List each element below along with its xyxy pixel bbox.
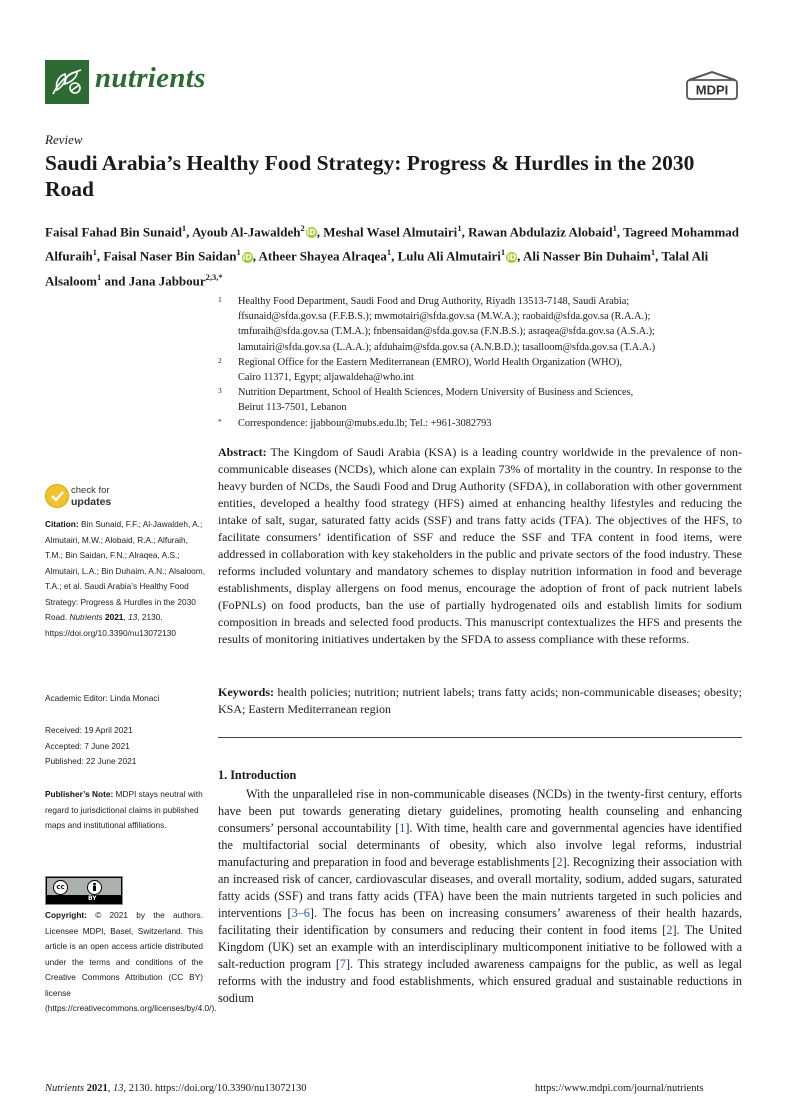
footer-doi[interactable]: , 2130. https://doi.org/10.3390/nu13072130: [123, 1083, 307, 1094]
orcid-icon[interactable]: iD: [306, 228, 316, 238]
author-affiliation-mark: 1: [612, 223, 617, 233]
accepted-date: Accepted: 7 June 2021: [45, 740, 130, 751]
published-date: Published: 22 June 2021: [45, 756, 137, 766]
affiliation: [218, 355, 758, 385]
received-date: Received: 19 April 2021: [45, 725, 133, 735]
academic-editor: Academic Editor: Linda Monaci: [45, 693, 160, 703]
author-name: Rawan Abdulaziz Alobaid: [468, 224, 613, 240]
affiliation-line: Cairo 11371, Egypt; aljawaldeha@who.int: [238, 372, 414, 384]
footer-journal: Nutrients: [45, 1083, 85, 1094]
author-name: Faisal Naser Bin Saidan: [103, 248, 237, 264]
affiliation: [218, 416, 758, 431]
reference-link[interactable]: 2: [556, 855, 563, 869]
check-updates-line1: check for: [71, 485, 110, 496]
article-title: Saudi Arabia’s Healthy Food Strategy: Progress & Hurdles in the 2030 Road: [45, 151, 695, 201]
cc-by-label: BY: [88, 895, 97, 902]
author-separator: ,: [461, 224, 469, 240]
abstract-label: Abstract:: [218, 445, 267, 459]
author-separator: ,: [517, 248, 523, 264]
mdpi-logo[interactable]: [683, 70, 741, 107]
footer-citation: Nutrients 2021, 13, 2130. https://doi.org/10.3390/nu13072130: [45, 1083, 307, 1094]
abstract-text: The Kingdom of Saudi Arabia (KSA) is a leading country worldwide in the prevalence of non-communicable diseases (NCDs), which alone can explain 73% of mortality in the country. In response to the heavy burden of NCDs, the Saudi Food and Drug Authority (SFDA), in collaboration with other government entities, developed a healthy food strategy (HFS) aimed at enhancing healthy lifestyles and reducing the intake of salt, sugar, saturated fatty acids (SSF) and trans fatty acids (TFA). The objectives of the HFS, to facilitate consumers’ identification of SSF and reduce the SSF and TFA content in food items, were addressed in collaboration with key stakeholders in the public and private sectors of the food industry. These reforms included voluntary and mandatory schemes to display nutrition information in food and beverage establishments, display allergens on food menus, encourage the adoption of front of pack nutrient labels (FoPNLs) on food products, ban the use of partially hydrogenated oils and establish limits for sodium composition in breads and selected food products. This manuscript contextualizes the HFS and presents the results of monitoring initiatives undertaken by the SFDA to assess compliance with these reforms.: [218, 445, 742, 646]
article-type: Review: [45, 132, 83, 147]
author-separator: ,: [96, 248, 104, 264]
affiliation-line: Regional Office for the Eastern Mediterranean (EMRO), World Health Organization (WHO),: [238, 356, 623, 368]
copyright-label: Copyright:: [45, 910, 87, 920]
paragraph-text: ]. This strategy included awareness campaigns for the public, as well as legal reforms with the industry and food establishments, which ensured gradual and sustainable reductions in sodium: [218, 957, 742, 1005]
leaf-icon: [45, 60, 89, 104]
section-heading: 1. Introduction: [218, 768, 297, 782]
author-name: Lulu Ali Almutairi: [397, 248, 501, 264]
author-affiliation-mark: 1: [97, 271, 102, 282]
author-name: Ali Nasser Bin Duhaim: [522, 248, 651, 264]
author-separator: ,: [391, 248, 398, 264]
affiliation-line: tmfuraih@sfda.gov.sa (T.M.A.); fnbensaidan@sfda.gov.sa (F.N.B.S.); asraqea@sfda.gov.sa (A.S.A.);: [238, 326, 655, 338]
citation-year: 2021: [104, 612, 124, 622]
footer-volume: 13: [112, 1083, 124, 1094]
copyright-text: © 2021 by the authors. Licensee MDPI, Basel, Switzerland. This article is an open access article distributed under the terms and conditions of the Creative Commons Attribution (CC BY) license (https://creativecommons.org/licenses/by/4.0/).: [45, 910, 217, 1013]
paragraph-text: ]. Recognizing their association with an increased risk of cancer, cardiovascular diseases, and overall mortality, sodium, added sugars, saturated fatty acids (SSF) and trans fatty acids (TFA) have been the main nutrients targeted in such policies and interventions [: [218, 855, 743, 920]
journal-logo: [45, 60, 89, 104]
affiliations: [218, 294, 758, 431]
citation-text: Bin Sunaid, F.F.; Al-Jawaldeh, A.; Almutairi, M.W.; Alobaid, R.A.; Alfuraih, T.M.; Bin Saidan, F.N.; Alraqea, A.S.; Almutairi, L.A.; Bin Duhaim, A.N.; Alsaloom, T.A.; et al. Saudi Arabia’s Healthy Food Strategy: Progress & Hurdles in the 2030 Road.: [45, 519, 206, 622]
author-separator: ,: [252, 248, 259, 264]
publishers-note-text: MDPI stays neutral with regard to jurisdictional claims in published maps and institutional affiliations.: [45, 789, 203, 830]
orcid-icon[interactable]: iD: [507, 252, 517, 262]
citation-journal: Nutrients: [69, 612, 103, 622]
paragraph-text: ]. The focus has been on increasing consumers’ awareness of their health hazards, facilitating their identification by consumers and reducing their content in food items [: [218, 906, 742, 937]
attribution-icon: [87, 880, 102, 895]
mdpi-text: MDPI: [695, 82, 729, 98]
cc-by-license-badge[interactable]: [45, 876, 123, 905]
keywords: [218, 684, 742, 718]
affiliation-line: Beirut 113-7501, Lebanon: [238, 402, 347, 414]
paragraph-text: With the unparalleled rise in non-communicable diseases (NCDs) in the twenty-first century, efforts have been put towards generating dietary guidelines, promoting health counseling and enhancing consumers’ personal accountability [: [218, 787, 742, 835]
author-separator: ,: [316, 224, 324, 240]
affiliation-line: Correspondence: jjabbour@mubs.edu.lb; Tel.: +961-3082793: [238, 417, 492, 429]
author-separator: and: [101, 272, 129, 288]
footer-year: 2021: [86, 1083, 108, 1094]
affiliation-number: 1: [218, 295, 222, 304]
journal-name[interactable]: nutrients: [95, 62, 206, 94]
affiliation-line: lamutairi@sfda.gov.sa (L.A.A.); afduhaim@sfda.gov.sa (A.N.B.D.); tasalloom@sfda.gov.sa (T.A.A.): [238, 341, 656, 353]
affiliation-line: Healthy Food Department, Saudi Food and Drug Authority, Riyadh 13513-7148, Saudi Arabia;: [238, 296, 630, 307]
author-affiliation-mark: 1: [181, 223, 187, 233]
citation-block: Citation: Bin Sunaid, F.F.; Al-Jawaldeh, A.; Almutairi, M.W.; Alobaid, R.A.; Alfuraih, T.M.; Bin Saidan, F.N.; Alraqea, A.S.; Almutairi, L.A.; Bin Duhaim, A.N.; Alsaloom, T.A.; et al. Saudi Arabia’s Healthy Food Strategy: Progress & Hurdles in the 2030 Road. Nutrients 2021, 13, 2130. https://doi.org/10.3390/nu13072130: [45, 519, 206, 638]
copyright: [45, 908, 217, 1017]
dates: [45, 723, 205, 770]
publishers-note: [45, 787, 205, 834]
citation-volume: 13: [128, 612, 138, 622]
author-name: Atheer Shayea Alraqea: [258, 248, 387, 264]
author-name: Jana Jabbour: [128, 272, 206, 288]
reference-link[interactable]: 2: [666, 923, 673, 937]
check-for-updates-button[interactable]: [45, 484, 165, 510]
affiliation-line: Nutrition Department, School of Health Sciences, Modern University of Business and Sciences,: [238, 387, 634, 399]
author-separator: ,: [186, 224, 192, 240]
affiliation: [218, 385, 758, 415]
author-name: Meshal Wasel Almutairi: [323, 224, 458, 240]
keywords-label: Keywords:: [218, 685, 274, 699]
orcid-icon[interactable]: iD: [242, 252, 252, 262]
affiliation-number: 3: [218, 386, 222, 396]
author-list: [45, 218, 750, 291]
check-updates-icon: [45, 484, 69, 508]
check-updates-line2: updates: [71, 495, 112, 508]
publishers-note-label: Publisher’s Note:: [45, 789, 114, 799]
affiliation-number: 2: [218, 355, 222, 365]
author-separator: ,: [655, 248, 662, 264]
reference-link[interactable]: 1: [399, 821, 406, 835]
reference-link[interactable]: 3–6: [291, 906, 310, 920]
paragraph-text: ]. The United Kingdom (UK) set an example with an interdisciplinary multicomponent initiative to be followed with a salt-reduction program [: [218, 923, 742, 971]
author-name: Ayoub Al-Jawaldeh: [191, 224, 301, 240]
footer-journal-url[interactable]: https://www.mdpi.com/journal/nutrients: [535, 1083, 704, 1094]
affiliation-number: *: [218, 416, 222, 426]
author-name: Faisal Fahad Bin Sunaid: [45, 224, 182, 240]
reference-link[interactable]: 7: [339, 957, 346, 971]
author-affiliation-mark: 2,3,*: [205, 271, 223, 282]
citation-label: Citation:: [45, 519, 79, 529]
author-affiliation-mark: 1: [457, 223, 462, 233]
author-affiliation-mark: 1: [650, 247, 656, 258]
author-name: Tagreed Mohammad Alfuraih: [45, 224, 739, 264]
author-affiliation-mark: 1: [500, 247, 506, 258]
introduction-text: [218, 786, 742, 1007]
affiliation: [218, 294, 758, 355]
keywords-text: health policies; nutrition; nutrient labels; trans fatty acids; non-communicable diseases; obesity; KSA; Eastern Mediterranean region: [218, 685, 743, 716]
affiliation-line: ffsunaid@sfda.gov.sa (F.F.B.S.); mwmotairi@sfda.gov.sa (M.W.A.); raobaid@sfda.gov.sa (R.A.A.);: [238, 311, 651, 323]
author-affiliation-mark: 1: [92, 247, 97, 258]
abstract: [218, 444, 742, 648]
author-affiliation-mark: 2: [300, 223, 305, 233]
author-name: Talal Ali Alsaloom: [45, 248, 709, 288]
cc-icon: cc: [53, 880, 68, 895]
author-affiliation-mark: 1: [236, 247, 241, 258]
author-separator: ,: [616, 224, 624, 240]
citation-doi[interactable]: , 2130. https://doi.org/10.3390/nu13072130: [45, 612, 177, 638]
divider: [218, 737, 742, 738]
paragraph-text: ]. With time, health care and governmental agencies have identified the multifactorial social determinants of obesity, which also involve legal reforms, industrial manufacturing and preparation in food and beverage establishments [: [218, 821, 742, 869]
author-affiliation-mark: 1: [386, 247, 392, 258]
